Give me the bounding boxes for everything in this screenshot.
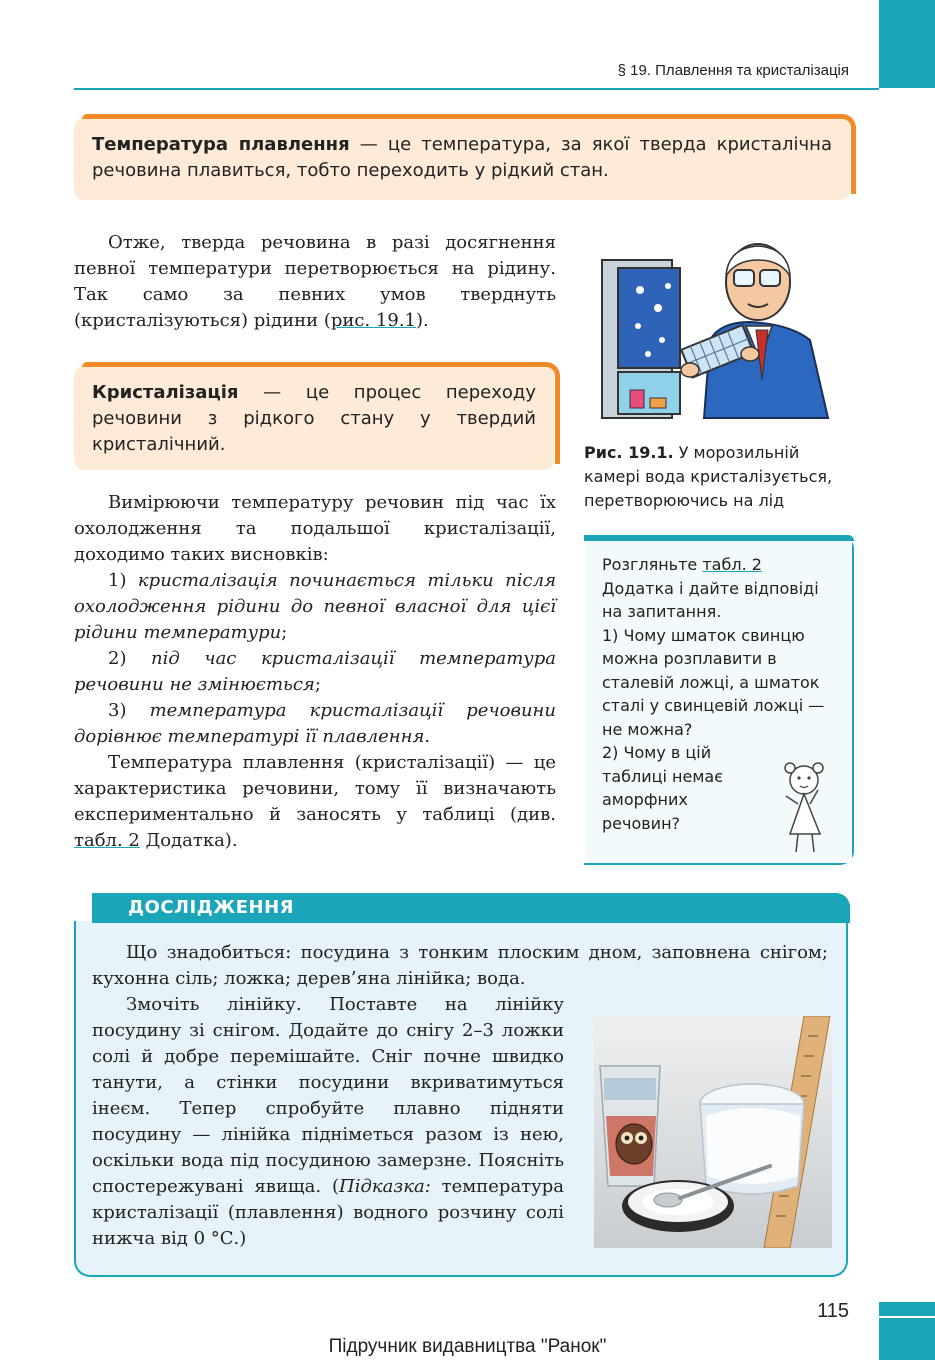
study-materials-paragraph: Що знадобиться: посудина з тонким плоским дном, заповнена снігом; кухонна сіль; ложка; дерев’яна лінійка; вода.: [92, 942, 828, 989]
definition-crystallization: [74, 366, 554, 470]
conclusion-2: під час кристалізації температура речовини не змінюється: [74, 648, 556, 695]
figure-caption: Рис. 19.1. У морозильній камері вода кристалізується, перетворюючись на лід: [584, 443, 833, 510]
running-title: § 19. Плавлення та кристалізація: [617, 62, 849, 79]
figure-label: Рис. 19.1.: [584, 443, 674, 462]
conclusion-1: кристалізація починається тільки після охолодження рідини до певної власної для цієї рідини температури: [74, 570, 556, 643]
question-2-line-3: аморфних: [602, 790, 688, 809]
conclusion-3: температура кристалізації речовини дорівнює температурі її плавлення: [74, 700, 556, 747]
study-procedure-paragraph: Змочіть лінійку. Поставте на лінійку посудину зі снігом. Додайте до снігу 2–3 ложки солі й добре перемішайте. Сніг почне швидко танути, а стінки посудини вкриватимуться інеєм. Тепер спробуйте плавно підняти посудину — лінійка підніметься разом із нею, оскільки вода під посудиною замерзне. Поясніть спостережувані явища. (Підказка: температура кристалізації (плавлення) водного розчину солі нижча від 0 °С.): [92, 994, 564, 1249]
figure-19-1-illustration: [600, 230, 832, 420]
question-2-line-1: 2) Чому в цій: [602, 743, 712, 762]
question-2-line-2: таблиці немає: [602, 766, 723, 786]
definition-text: — це температура, за якої тверда кристалічна речовина плавиться, тобто переходить у рідкий стан.: [92, 134, 832, 181]
experiment-photo: [594, 1016, 832, 1248]
table-reference-link[interactable]: табл. 2: [74, 830, 140, 851]
table-reference-link[interactable]: табл. 2: [702, 555, 762, 574]
definition-text: — це процес переходу речовини з рідкого стану у твердий кристалічний.: [92, 382, 536, 455]
header-rule: [74, 88, 879, 90]
question-1: 1) Чому шматок свинцю можна розплавити в сталевій ложці, а шматок сталі у свинцевій ложці — не можна?: [602, 625, 825, 739]
definition-term: Кристалізація: [92, 382, 239, 403]
definition-term: Температура плавлення: [92, 134, 350, 155]
thinking-girl-illustration: [768, 756, 838, 856]
hint-label: Підказка:: [339, 1176, 431, 1197]
figure-reference-link[interactable]: рис. 19.1: [330, 310, 416, 331]
paragraph-conclusions: Вимірюючи температуру речовин під час їх охолодження та подальшої кристалізації, доходимо таких висновків: 1) кристалізація починається тільки після охолодження рідини до певної власної для цієї рідини температури; 2) під час кристалізації температура речовини не змінюється; 3) температура кристалізації речовини дорівнює температурі її плавлення. Температура плавлення (кристалізації) — це характеристика речовини, тому її визначають експериментально й заносять у таблиці (див. табл. 2 Додатка).: [74, 492, 556, 851]
publisher-footer: Підручник видавництва "Ранок": [328, 1336, 607, 1357]
page-number: 115: [817, 1300, 849, 1322]
top-color-tab: [879, 0, 935, 88]
paragraph-intro: Отже, тверда речовина в разі досягнення певної температури перетворюється на рідину. Так само за певних умов тверднуть (кристалізуються) рідини (рис. 19.1).: [74, 232, 556, 331]
definition-melting-temperature: [74, 118, 850, 200]
question-2-line-4: речовин?: [602, 813, 681, 833]
study-title: ДОСЛІДЖЕННЯ: [128, 897, 295, 918]
question-text: Розгляньте табл. 2 Додатка і дайте відповіді на запитання. 1) Чому шматок свинцю можна розплавити в сталевій ложці, а шматок сталі у свинцевій ложці — не можна? 2) Чому в цій таблиці немає аморфних речовин?: [602, 553, 838, 835]
